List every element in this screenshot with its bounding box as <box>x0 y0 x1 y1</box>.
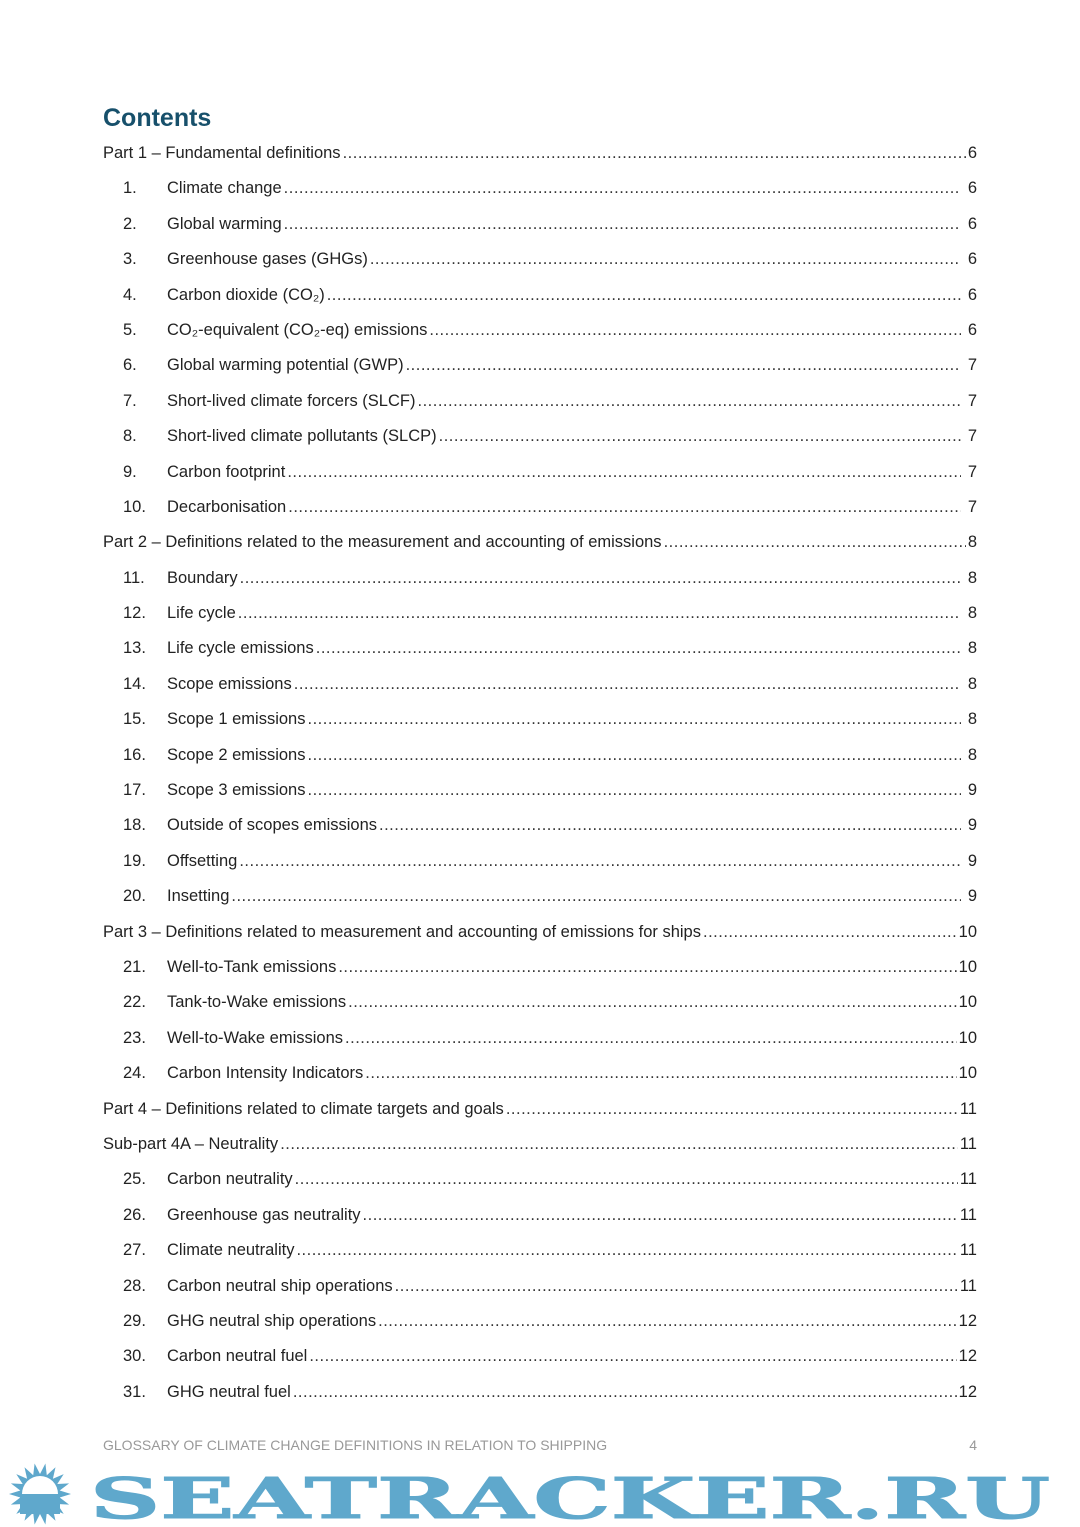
toc-item-entry[interactable] <box>103 1056 977 1091</box>
dot-leader <box>417 384 961 419</box>
entry-number: 1. <box>123 179 137 198</box>
toc-item-entry[interactable] <box>103 419 977 454</box>
entry-page-number: 10 <box>958 957 977 976</box>
entry-label: Short-lived climate forcers (SLCF) <box>167 391 416 410</box>
toc-item-entry[interactable] <box>103 1375 977 1410</box>
entry-page-number: 9 <box>967 851 977 870</box>
entry-label: Well-to-Tank emissions <box>167 957 337 976</box>
entry-number: 14. <box>123 674 146 693</box>
entry-number: 16. <box>123 745 146 764</box>
dot-leader <box>288 490 961 525</box>
toc-item-entry[interactable] <box>103 596 977 631</box>
entry-page-number: 6 <box>967 250 977 269</box>
dot-leader <box>395 1269 958 1304</box>
entry-page-number: 11 <box>959 1276 977 1295</box>
entry-number: 15. <box>123 710 146 729</box>
entry-label: Offsetting <box>167 851 238 870</box>
dot-leader <box>308 702 962 737</box>
entry-page-number: 9 <box>967 781 977 800</box>
toc-part-entry[interactable] <box>103 525 977 560</box>
footer-title: GLOSSARY OF CLIMATE CHANGE DEFINITIONS IN RELATION TO SHIPPING <box>103 1437 608 1453</box>
entry-label: Sub-part 4A – Neutrality <box>103 1134 279 1153</box>
entry-page-number: 7 <box>967 391 977 410</box>
dot-leader <box>363 1198 958 1233</box>
toc-item-entry[interactable] <box>103 667 977 702</box>
entry-page-number: 12 <box>958 1347 977 1366</box>
entry-page-number: 6 <box>967 179 977 198</box>
toc-item-entry[interactable] <box>103 808 977 843</box>
entry-number: 5. <box>123 320 137 339</box>
entry-label: Carbon neutral fuel <box>167 1347 308 1366</box>
dot-leader <box>343 136 966 171</box>
toc-part-entry[interactable] <box>103 1092 977 1127</box>
toc-item-entry[interactable] <box>103 1233 977 1268</box>
entry-label: Part 4 – Definitions related to climate targets and goals <box>103 1099 504 1118</box>
toc-item-entry[interactable] <box>103 1269 977 1304</box>
entry-label: Well-to-Wake emissions <box>167 1028 344 1047</box>
dot-leader <box>240 561 961 596</box>
entry-number: 28. <box>123 1276 146 1295</box>
entry-label: Carbon neutrality <box>167 1170 293 1189</box>
toc-item-entry[interactable] <box>103 242 977 277</box>
entry-number: 13. <box>123 639 146 658</box>
entry-page-number: 10 <box>958 1028 977 1047</box>
entry-page-number: 7 <box>967 497 977 516</box>
entry-label: Tank-to-Wake emissions <box>167 993 347 1012</box>
entry-number: 9. <box>123 462 137 481</box>
entry-page-number: 8 <box>967 745 977 764</box>
entry-number: 6. <box>123 356 137 375</box>
toc-item-entry[interactable] <box>103 702 977 737</box>
entry-page-number: 7 <box>967 356 977 375</box>
toc-item-entry[interactable] <box>103 561 977 596</box>
entry-label: Scope 2 emissions <box>167 745 306 764</box>
entry-label: Greenhouse gas neutrality <box>167 1205 361 1224</box>
entry-page-number: 12 <box>958 1382 977 1401</box>
entry-label: Decarbonisation <box>167 497 287 516</box>
toc-item-entry[interactable] <box>103 455 977 490</box>
entry-page-number: 10 <box>958 1064 977 1083</box>
entry-number: 2. <box>123 214 137 233</box>
dot-leader <box>239 844 961 879</box>
entry-label: GHG neutral ship operations <box>167 1311 377 1330</box>
dot-leader <box>379 808 961 843</box>
entry-number: 25. <box>123 1170 146 1189</box>
entry-label: Life cycle emissions <box>167 639 314 658</box>
entry-number: 7. <box>123 391 137 410</box>
toc-item-entry[interactable] <box>103 348 977 383</box>
entry-label: Climate neutrality <box>167 1241 295 1260</box>
entry-label: Boundary <box>167 568 238 587</box>
entry-number: 23. <box>123 1028 146 1047</box>
entry-label: Insetting <box>167 887 230 906</box>
entry-label: CO₂-equivalent (CO₂-eq) emissions <box>167 320 428 339</box>
toc-item-entry[interactable] <box>103 1021 977 1056</box>
dot-leader <box>280 1127 958 1162</box>
entry-label: Outside of scopes emissions <box>167 816 378 835</box>
entry-label: Greenhouse gases (GHGs) <box>167 250 368 269</box>
dot-leader <box>309 1339 956 1374</box>
dot-leader <box>284 171 961 206</box>
entry-label: Carbon Intensity Indicators <box>167 1064 364 1083</box>
toc-item-entry[interactable] <box>103 1339 977 1374</box>
entry-page-number: 11 <box>959 1205 977 1224</box>
dot-leader <box>287 455 961 490</box>
toc-item-entry[interactable] <box>103 844 977 879</box>
dot-leader <box>345 1021 957 1056</box>
toc-item-entry[interactable] <box>103 384 977 419</box>
entry-number: 24. <box>123 1064 146 1083</box>
toc-item-entry[interactable] <box>103 207 977 242</box>
entry-number: 17. <box>123 781 146 800</box>
dot-leader <box>295 1162 958 1197</box>
entry-number: 27. <box>123 1241 146 1260</box>
entry-page-number: 8 <box>967 568 977 587</box>
toc-item-entry[interactable] <box>103 879 977 914</box>
entry-page-number: 6 <box>967 285 977 304</box>
dot-leader <box>348 985 957 1020</box>
entry-label: Part 2 – Definitions related to the measurement and accounting of emissions <box>103 533 662 552</box>
dot-leader <box>378 1304 957 1339</box>
entry-page-number: 10 <box>958 922 977 941</box>
entry-label: Global warming <box>167 214 282 233</box>
entry-page-number: 11 <box>959 1134 977 1153</box>
entry-page-number: 6 <box>967 214 977 233</box>
entry-number: 4. <box>123 285 137 304</box>
entry-page-number: 12 <box>958 1311 977 1330</box>
entry-label: Scope emissions <box>167 674 292 693</box>
entry-page-number: 11 <box>959 1099 977 1118</box>
toc-part-entry[interactable] <box>103 915 977 950</box>
entry-page-number: 11 <box>959 1241 977 1260</box>
dot-leader <box>296 1233 957 1268</box>
entry-label: Carbon dioxide (CO₂) <box>167 285 325 304</box>
entry-number: 21. <box>123 957 146 976</box>
entry-number: 12. <box>123 604 146 623</box>
entry-number: 31. <box>123 1382 146 1401</box>
entry-label: Carbon footprint <box>167 462 286 481</box>
entry-label: Short-lived climate pollutants (SLCP) <box>167 427 437 446</box>
toc-item-entry[interactable] <box>103 738 977 773</box>
toc-item-entry[interactable] <box>103 950 977 985</box>
dot-leader <box>370 242 961 277</box>
entry-label: Life cycle <box>167 604 236 623</box>
toc-item-entry[interactable] <box>103 1198 977 1233</box>
toc-part-entry[interactable] <box>103 1127 977 1162</box>
seatracker-watermark-logo <box>0 1462 1080 1526</box>
entry-page-number: 7 <box>967 462 977 481</box>
entry-page-number: 11 <box>959 1170 977 1189</box>
dot-leader <box>316 631 961 666</box>
entry-number: 3. <box>123 250 137 269</box>
footer-page-number: 4 <box>969 1437 977 1453</box>
entry-label: GHG neutral fuel <box>167 1382 291 1401</box>
watermark-text: SEATRACKER.RU <box>90 1466 1050 1526</box>
dot-leader <box>327 278 961 313</box>
dot-leader <box>406 348 961 383</box>
entry-number: 30. <box>123 1347 146 1366</box>
dot-leader <box>365 1056 956 1091</box>
table-of-contents <box>103 136 977 1410</box>
toc-item-entry[interactable] <box>103 1162 977 1197</box>
entry-page-number: 8 <box>967 604 977 623</box>
entry-label: Part 1 – Fundamental definitions <box>103 144 341 162</box>
toc-item-entry[interactable] <box>103 631 977 666</box>
entry-page-number: 9 <box>967 887 977 906</box>
dot-leader <box>338 950 956 985</box>
entry-label: Scope 1 emissions <box>167 710 306 729</box>
dot-leader <box>429 313 961 348</box>
entry-number: 18. <box>123 816 146 835</box>
toc-item-entry[interactable] <box>103 313 977 348</box>
toc-item-entry[interactable] <box>103 1304 977 1339</box>
entry-label: Global warming potential (GWP) <box>167 356 404 375</box>
entry-number: 10. <box>123 497 146 516</box>
toc-item-entry[interactable] <box>103 985 977 1020</box>
toc-item-entry[interactable] <box>103 278 977 313</box>
entry-number: 11. <box>123 568 145 587</box>
entry-label: Scope 3 emissions <box>167 781 306 800</box>
entry-page-number: 8 <box>967 639 977 658</box>
entry-page-number: 8 <box>967 533 977 552</box>
entry-number: 29. <box>123 1311 146 1330</box>
entry-label: Climate change <box>167 179 282 198</box>
toc-item-entry[interactable] <box>103 490 977 525</box>
dot-leader <box>238 596 961 631</box>
dot-leader <box>284 207 961 242</box>
dot-leader <box>294 667 961 702</box>
entry-page-number: 8 <box>967 710 977 729</box>
entry-number: 8. <box>123 427 137 446</box>
dot-leader <box>308 773 962 808</box>
entry-page-number: 6 <box>967 320 977 339</box>
dot-leader <box>308 738 962 773</box>
entry-page-number: 8 <box>967 674 977 693</box>
dot-leader <box>506 1092 958 1127</box>
dot-leader <box>703 915 957 950</box>
entry-page-number: 10 <box>958 993 977 1012</box>
entry-page-number: 7 <box>967 427 977 446</box>
page-title: Contents <box>103 104 212 132</box>
entry-page-number: 6 <box>967 144 977 162</box>
dot-leader <box>439 419 961 454</box>
entry-label: Part 3 – Definitions related to measurement and accounting of emissions for ships <box>103 922 701 941</box>
entry-number: 22. <box>123 993 146 1012</box>
toc-part-entry[interactable] <box>103 136 977 171</box>
entry-number: 20. <box>123 887 146 906</box>
dot-leader <box>293 1375 957 1410</box>
entry-number: 19. <box>123 851 146 870</box>
toc-item-entry[interactable] <box>103 171 977 206</box>
entry-label: Carbon neutral ship operations <box>167 1276 393 1295</box>
sun-icon <box>9 1464 71 1525</box>
dot-leader <box>664 525 966 560</box>
entry-page-number: 9 <box>967 816 977 835</box>
dot-leader <box>231 879 961 914</box>
page-footer <box>103 1436 977 1454</box>
toc-item-entry[interactable] <box>103 773 977 808</box>
entry-number: 26. <box>123 1205 146 1224</box>
